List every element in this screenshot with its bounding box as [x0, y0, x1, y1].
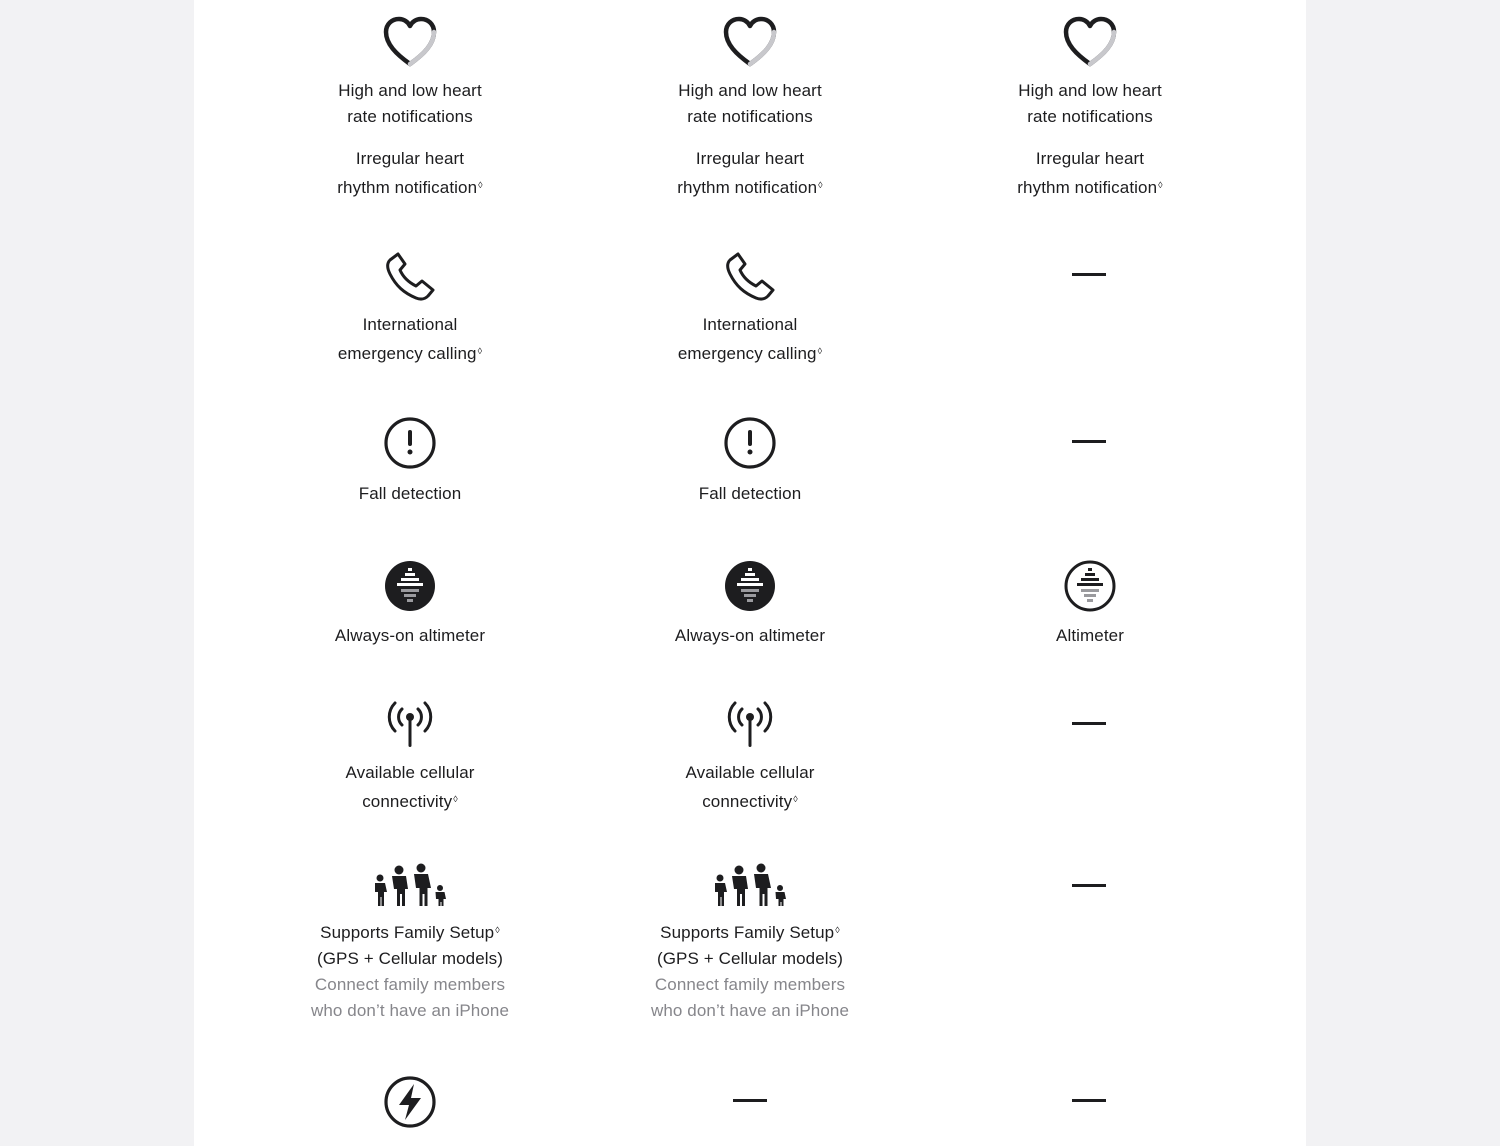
- heart-icon: [382, 16, 438, 68]
- footnote-mark: ◊: [477, 346, 483, 356]
- footnote-mark: ◊: [495, 925, 500, 935]
- footnote-mark: ◊: [835, 925, 840, 935]
- heart-line3: Irregular heart: [1035, 149, 1145, 168]
- heart-line2: rate notifications: [1027, 107, 1153, 126]
- not-available-dash: [1072, 273, 1106, 276]
- cellular-line1: Available cellular: [345, 763, 475, 782]
- cellular-line2: connectivity: [362, 792, 453, 811]
- altimeter-cell-col2: [600, 559, 900, 649]
- not-available-dash: [733, 1099, 767, 1102]
- footnote-mark: ◊: [817, 346, 823, 356]
- heart-icon: [722, 16, 778, 68]
- heart-cell-col1: [260, 16, 560, 201]
- altimeter-line1: Altimeter: [1056, 626, 1124, 645]
- phone-icon: [724, 250, 776, 302]
- heart-line2: rate notifications: [687, 107, 813, 126]
- family-line1: Supports Family Setup: [660, 923, 835, 942]
- footnote-mark: ◊: [478, 180, 483, 190]
- footnote-mark: ◊: [793, 794, 798, 804]
- phone-icon: [384, 250, 436, 302]
- heart-cell-col3: [940, 16, 1240, 201]
- family-line4: who don’t have an iPhone: [310, 1001, 510, 1020]
- heart-line2: rate notifications: [347, 107, 473, 126]
- family-line3: Connect family members: [654, 975, 846, 994]
- lightning-circle-icon: [383, 1075, 437, 1129]
- heart-line3: Irregular heart: [695, 149, 805, 168]
- family-icon: [370, 862, 450, 908]
- emergency-line1: International: [702, 315, 798, 334]
- heart-cell-col2: [600, 16, 900, 201]
- exclamation-circle-icon: [383, 416, 437, 470]
- fall-line1: Fall detection: [698, 484, 802, 503]
- cellular-line1: Available cellular: [685, 763, 815, 782]
- footnote-mark: ◊: [818, 180, 823, 190]
- antenna-icon: [723, 698, 777, 750]
- heart-line1: High and low heart: [1018, 81, 1162, 100]
- altimeter-filled-icon: [723, 559, 777, 613]
- heart-line1: High and low heart: [678, 81, 822, 100]
- emergency-line2: emergency calling: [337, 344, 477, 363]
- family-cell-col2: [600, 862, 900, 1024]
- fall-cell-col1: [260, 416, 560, 507]
- altimeter-line1: Always-on altimeter: [334, 626, 486, 645]
- altimeter-line1: Always-on altimeter: [674, 626, 826, 645]
- heart-icon: [1062, 16, 1118, 68]
- family-line4: who don’t have an iPhone: [650, 1001, 850, 1020]
- heart-line3: Irregular heart: [355, 149, 465, 168]
- altimeter-filled-icon: [383, 559, 437, 613]
- fall-cell-col2: [600, 416, 900, 507]
- family-line2: (GPS + Cellular models): [656, 949, 844, 968]
- family-line2: (GPS + Cellular models): [316, 949, 504, 968]
- cellular-cell-col2: [600, 698, 900, 815]
- not-available-dash: [1072, 1099, 1106, 1102]
- altimeter-cell-col3: [940, 559, 1240, 649]
- emergency-cell-col1: [260, 250, 560, 367]
- heart-line1: High and low heart: [338, 81, 482, 100]
- altimeter-cell-col1: [260, 559, 560, 649]
- not-available-dash: [1072, 722, 1106, 725]
- charging-cell-col1: [260, 1075, 560, 1129]
- not-available-dash: [1072, 884, 1106, 887]
- altimeter-outline-icon: [1063, 559, 1117, 613]
- feature-comparison-panel: [194, 0, 1306, 1146]
- family-cell-col1: [260, 862, 560, 1024]
- heart-line4: rhythm notification: [337, 178, 478, 197]
- family-line1: Supports Family Setup: [320, 923, 495, 942]
- antenna-icon: [383, 698, 437, 750]
- family-line3: Connect family members: [314, 975, 506, 994]
- footnote-mark: ◊: [1158, 180, 1163, 190]
- cellular-cell-col1: [260, 698, 560, 815]
- not-available-dash: [1072, 440, 1106, 443]
- emergency-line1: International: [362, 315, 458, 334]
- family-icon: [710, 862, 790, 908]
- heart-line4: rhythm notification: [677, 178, 818, 197]
- emergency-cell-col2: [600, 250, 900, 367]
- footnote-mark: ◊: [453, 794, 458, 804]
- heart-line4: rhythm notification: [1017, 178, 1158, 197]
- cellular-line2: connectivity: [702, 792, 793, 811]
- exclamation-circle-icon: [723, 416, 777, 470]
- emergency-line2: emergency calling: [677, 344, 817, 363]
- fall-line1: Fall detection: [358, 484, 462, 503]
